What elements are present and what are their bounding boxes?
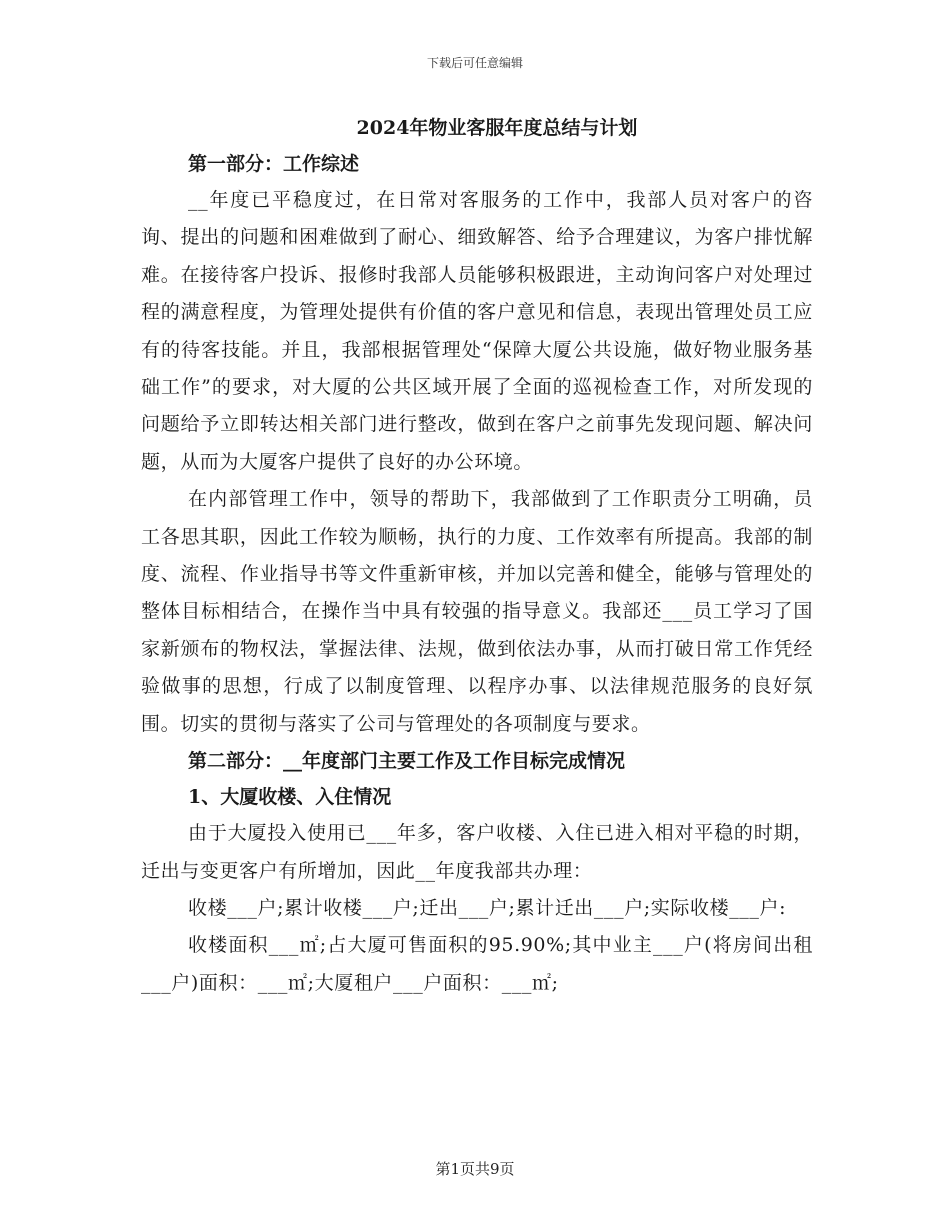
paragraph-service-summary: __年度已平稳度过，在日常对客服务的工作中，我部人员对客户的咨询、提出的问题和困难做到了耐心、细致解答、给予合理建议，为客户排忧解难。在接待客户投诉、报修时我部人员能够积极跟进，主动询问客户对处理过程的满意程度，为管理处提供有价值的客户意见和信息，表现出管理处员工应有的待客技能。并且，我部根据管理处“保障大厦公共设施，做好物业服务基础工作”的要求，对大厦的公共区域开展了全面的巡视检查工作，对所发现的问题给予立即转达相关部门进行整改，做到在客户之前事先发现问题、解决问题，从而为大厦客户提供了良好的办公环境。 bbox=[141, 189, 813, 473]
subsection-heading-move-in: 1、大厦收楼、入住情况 bbox=[188, 786, 392, 809]
paragraph-move-in-counts: 收楼___户;累计收楼___户;迁出___户;累计迁出___户;实际收楼___户: bbox=[188, 896, 787, 919]
paragraph-internal-management: 在内部管理工作中，领导的帮助下，我部做到了工作职责分工明确，员工各思其职，因此工作较为顺畅，执行的力度、工作效率有所提高。我部的制度、流程、作业指导书等文件重新审核，并加以完善和健全，能够与管理处的整体目标相结合，在操作当中具有较强的指导意义。我部还___员工学习了国家新颁布的物权法，掌握法律、法规，做到依法办事，从而打破日常工作凭经验做事的思想，行成了以制度管理、以程序办事、以法律规范服务的良好氛围。切实的贯彻与落实了公司与管理处的各项制度与要求。 bbox=[141, 488, 813, 735]
section-heading-annual-work: 第二部分：__年度部门主要工作及工作目标完成情况 bbox=[188, 750, 626, 773]
page-header: 下载后可任意编辑 bbox=[426, 56, 523, 70]
document-body bbox=[141, 110, 813, 1002]
paragraph-move-in-area: 收楼面积___㎡;占大厦可售面积的95.90%;其中业主___户(将房间出租___户)面积：___㎡;大厦租户___户面积：___㎡; bbox=[141, 934, 813, 994]
document-title: 2024年物业客服年度总结与计划 bbox=[356, 117, 638, 139]
page-number-footer: 第1页共9页 bbox=[435, 1160, 515, 1178]
section-heading-overview: 第一部分：工作综述 bbox=[188, 153, 360, 175]
paragraph-move-in-intro: 由于大厦投入使用已___年多，客户收楼、入住已进入相对平稳的时期，迁出与变更客户有所增加，因此__年度我部共办理： bbox=[141, 822, 813, 882]
